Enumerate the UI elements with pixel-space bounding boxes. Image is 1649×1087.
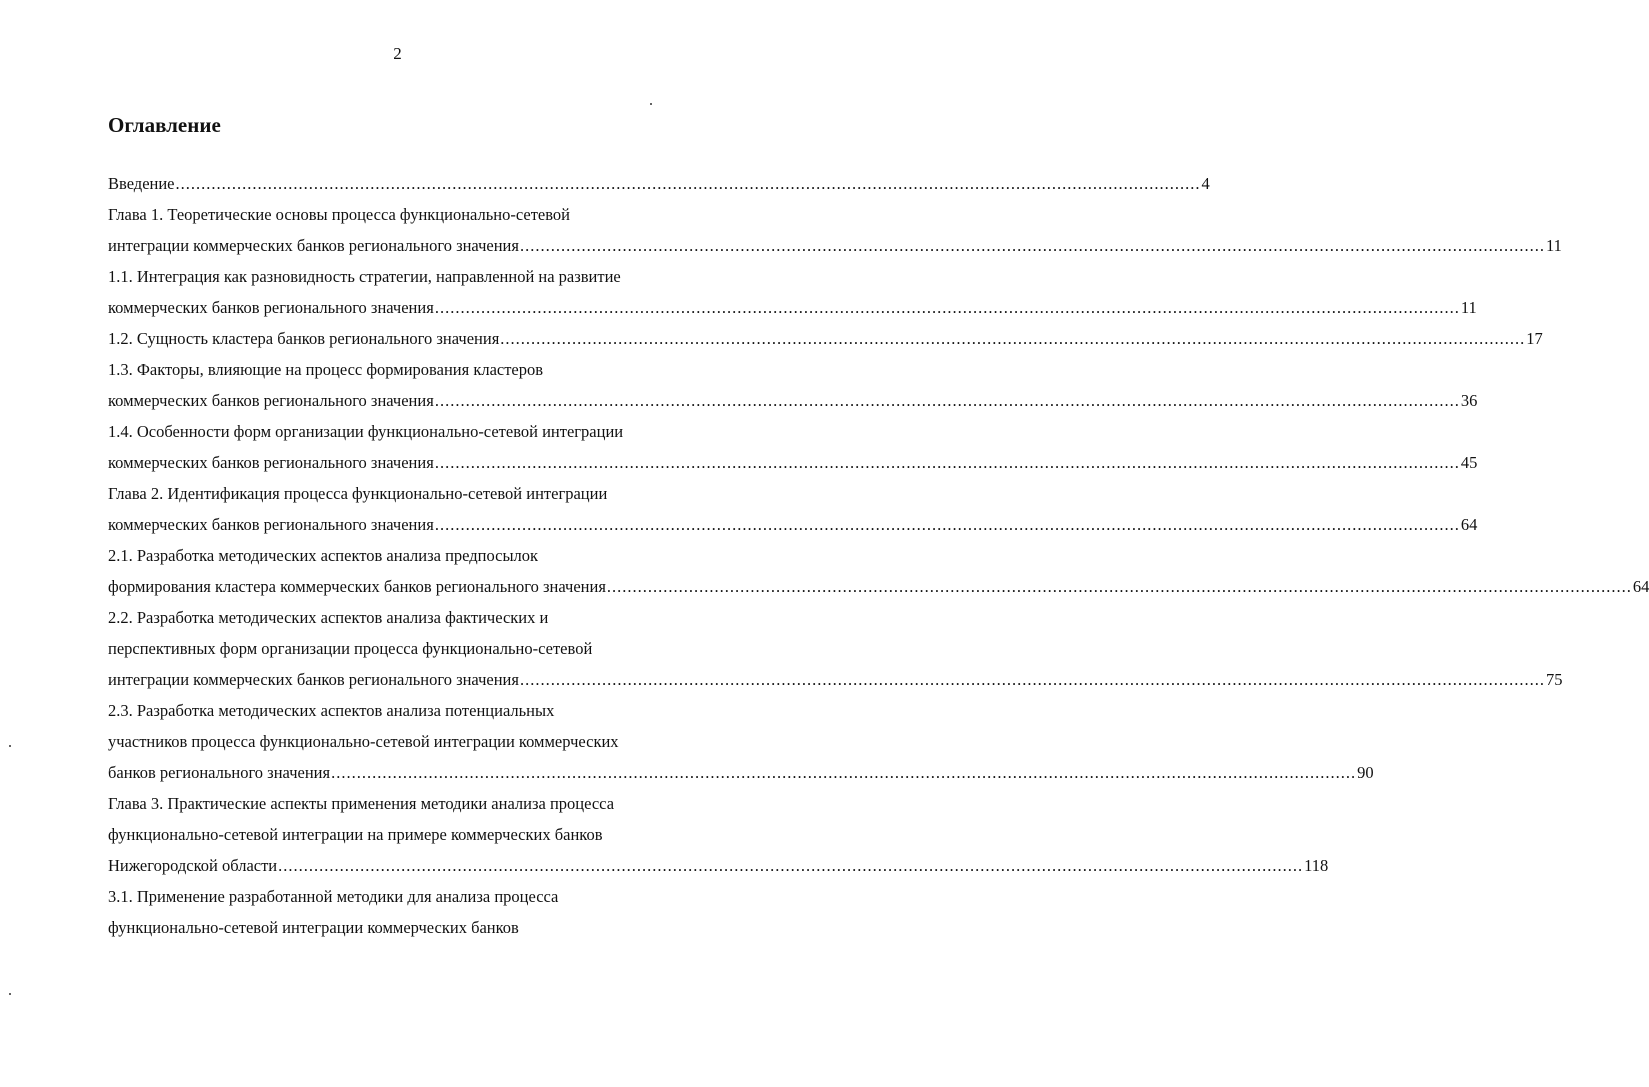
toc-line: 1.4. Особенности форм организации функционально-сетевой интеграции bbox=[108, 422, 624, 441]
toc-page-number: 64 bbox=[1632, 577, 1649, 596]
toc-line: перспективных форм организации процесса функционально-сетевой bbox=[108, 639, 593, 658]
toc-line bbox=[108, 323, 1543, 354]
dot-leader: ........................................................................................................................................................................................................ bbox=[606, 577, 1632, 596]
toc-line bbox=[108, 571, 1649, 602]
toc-line bbox=[108, 447, 1478, 478]
toc-page-number: 64 bbox=[1460, 515, 1478, 534]
toc-entry-text: коммерческих банков регионального значения bbox=[108, 298, 434, 317]
toc-line: 1.1. Интеграция как разновидность стратегии, направленной на развитие bbox=[108, 267, 621, 286]
toc-line bbox=[108, 757, 1374, 788]
toc-entry bbox=[108, 602, 1563, 695]
toc-line: 3.1. Применение разработанной методики для анализа процесса bbox=[108, 887, 559, 906]
toc-line bbox=[108, 292, 1477, 323]
toc-line bbox=[108, 850, 1329, 881]
toc-line: 2.1. Разработка методических аспектов анализа предпосылок bbox=[108, 546, 539, 565]
toc-line: функционально-сетевой интеграции на примере коммерческих банков bbox=[108, 825, 603, 844]
page-number: 2 bbox=[393, 44, 402, 63]
toc-entry-text: банков регионального значения bbox=[108, 763, 331, 782]
dot-leader: ........................................................................................................................................................................................................ bbox=[519, 236, 1545, 255]
dot-leader: ........................................................................................................................................................................................................ bbox=[500, 329, 1526, 348]
toc-line: функционально-сетевой интеграции коммерческих банков bbox=[108, 918, 519, 937]
dot-leader: ........................................................................................................................................................................................................ bbox=[519, 670, 1545, 689]
dot-leader: ........................................................................................................................................................................................................ bbox=[278, 856, 1304, 875]
toc-entry-text: коммерческих банков регионального значения bbox=[108, 515, 434, 534]
toc-entry bbox=[108, 695, 1374, 788]
toc-page-number: 17 bbox=[1526, 329, 1543, 348]
toc-entry bbox=[108, 199, 1562, 261]
dot-leader: ........................................................................................................................................................................................................ bbox=[331, 763, 1357, 782]
toc-entry bbox=[108, 881, 728, 943]
toc-line bbox=[108, 230, 1562, 261]
toc-entry-text: 1.2. Сущность кластера банков регионального значения bbox=[108, 329, 500, 348]
toc-line bbox=[108, 509, 1478, 540]
toc-entry bbox=[108, 168, 1210, 199]
toc-line: 1.3. Факторы, влияющие на процесс формирования кластеров bbox=[108, 360, 544, 379]
toc-line bbox=[108, 168, 1210, 199]
toc-entry bbox=[108, 354, 1478, 416]
toc-entry bbox=[108, 416, 1478, 478]
table-of-contents bbox=[108, 168, 1649, 943]
dot-leader: ........................................................................................................................................................................................................ bbox=[175, 174, 1201, 193]
toc-entry-text: интеграции коммерческих банков регионального значения bbox=[108, 670, 519, 689]
toc-entry-text: коммерческих банков регионального значения bbox=[108, 391, 434, 410]
toc-entry bbox=[108, 478, 1478, 540]
toc-line bbox=[108, 664, 1563, 695]
toc-entry-text: Введение bbox=[108, 174, 175, 193]
dot-leader: ........................................................................................................................................................................................................ bbox=[434, 453, 1460, 472]
toc-entry-text: Нижегородской области bbox=[108, 856, 278, 875]
scan-speck bbox=[9, 745, 11, 747]
toc-page-number: 90 bbox=[1357, 763, 1374, 782]
toc-entry bbox=[108, 323, 1543, 354]
toc-title: Оглавление bbox=[108, 113, 221, 137]
toc-line: Глава 3. Практические аспекты применения методики анализа процесса bbox=[108, 794, 615, 813]
toc-page-number: 118 bbox=[1304, 856, 1329, 875]
toc-line: 2.2. Разработка методических аспектов анализа фактических и bbox=[108, 608, 549, 627]
scan-speck bbox=[650, 103, 652, 105]
toc-line: Глава 2. Идентификация процесса функционально-сетевой интеграции bbox=[108, 484, 608, 503]
toc-page-number: 36 bbox=[1460, 391, 1478, 410]
dot-leader: ........................................................................................................................................................................................................ bbox=[434, 391, 1460, 410]
dot-leader: ........................................................................................................................................................................................................ bbox=[434, 515, 1460, 534]
toc-page-number: 11 bbox=[1460, 298, 1477, 317]
toc-page-number: 75 bbox=[1545, 670, 1563, 689]
toc-page-number: 11 bbox=[1545, 236, 1562, 255]
toc-entry-text: коммерческих банков регионального значения bbox=[108, 453, 434, 472]
toc-entry bbox=[108, 788, 1329, 881]
toc-page-number: 45 bbox=[1460, 453, 1478, 472]
toc-line bbox=[108, 385, 1478, 416]
scan-speck bbox=[9, 993, 11, 995]
toc-page-number: 4 bbox=[1201, 174, 1210, 193]
toc-line: 2.3. Разработка методических аспектов анализа потенциальных bbox=[108, 701, 555, 720]
toc-line: Глава 1. Теоретические основы процесса функционально-сетевой bbox=[108, 205, 570, 224]
toc-entry bbox=[108, 261, 1477, 323]
toc-entry-text: интеграции коммерческих банков регионального значения bbox=[108, 236, 519, 255]
toc-entry bbox=[108, 540, 1649, 602]
dot-leader: ........................................................................................................................................................................................................ bbox=[434, 298, 1460, 317]
toc-line: участников процесса функционально-сетевой интеграции коммерческих bbox=[108, 732, 619, 751]
toc-entry-text: формирования кластера коммерческих банков регионального значения bbox=[108, 577, 606, 596]
